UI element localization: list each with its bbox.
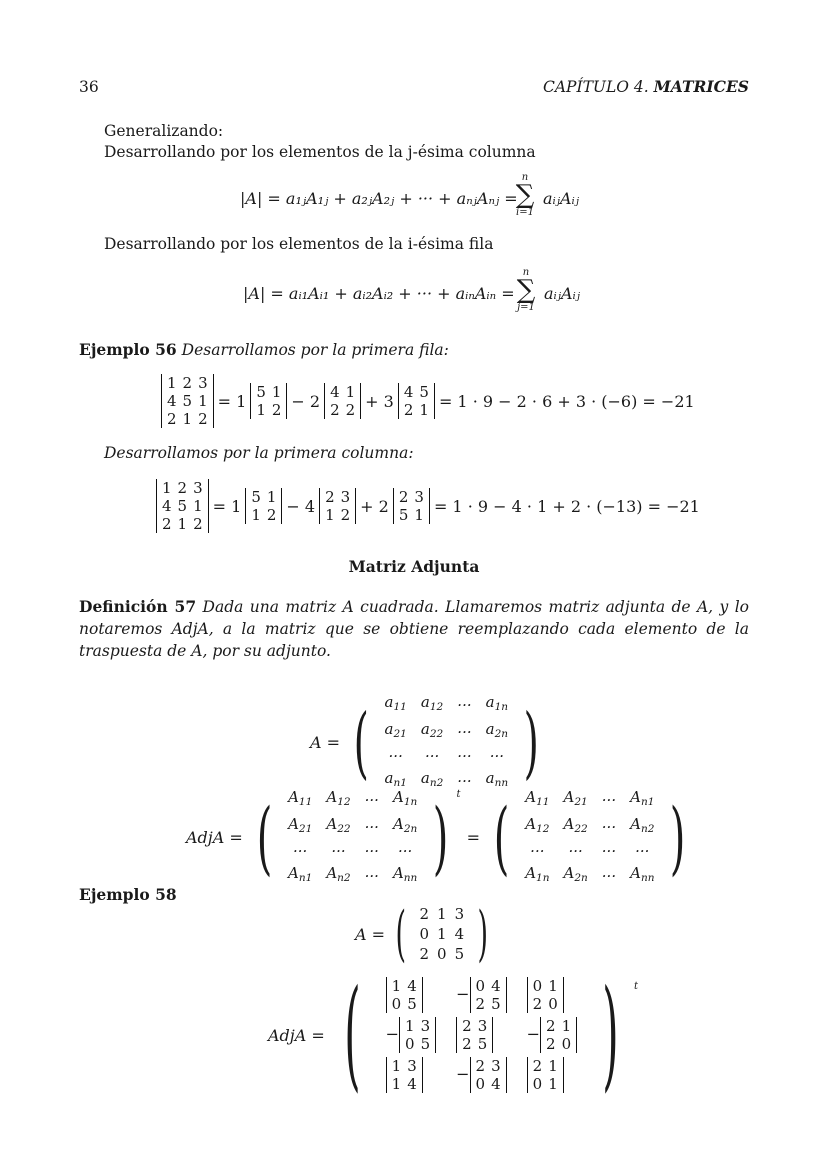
row-expansion-text: Desarrollando por los elementos de la i-ésima fila (104, 235, 494, 253)
example56-text2: Desarrollamos por la primera columna: (104, 444, 414, 462)
det-2x2: 4 5 2 1 (398, 383, 435, 419)
row-sum-bottom: j=1 (517, 302, 535, 313)
left-paren: ( (353, 697, 369, 788)
definition57-label: Definición 57 (79, 597, 197, 616)
running-header (543, 76, 749, 98)
definition57 (79, 596, 749, 662)
matrix-a-entries: 2 1 3 0 1 4 2 0 5 (419, 905, 465, 963)
col-sum-term: aᵢⱼAᵢⱼ (543, 189, 579, 208)
right-paren: ) (523, 697, 539, 788)
col-sum-bottom: i=1 (516, 207, 534, 218)
det-2x2: 4 1 2 2 (324, 383, 361, 419)
col-sum (510, 172, 540, 218)
section-title: Matriz Adjunta (348, 557, 480, 576)
example56-text: Desarrollamos por la primera fila: (181, 341, 449, 359)
det-2x2: 2 3 5 1 (393, 488, 430, 524)
chapter-title: MATRICES (653, 77, 749, 96)
row-formula: |A| = aᵢ₁Aᵢ₁ + aᵢ₂Aᵢ₂ + ··· + aᵢₙAᵢₙ = (243, 284, 515, 303)
definition57-text: Dada una matriz A cuadrada. Llamaremos matriz adjunta de A, y lo notaremos AdjA, a la matriz que se obtiene reemplazando cada elemento de la traspuesta de A, por su adjunto. (79, 598, 749, 660)
col-formula: |A| = a₁ⱼA₁ⱼ + a₂ⱼA₂ⱼ + ··· + aₙⱼAₙⱼ = (240, 189, 518, 208)
det-row-expansion: 1 2 3 4 5 1 2 1 2 = 1 5 1 1 2 − 2 4 1 2 2 + 3 4 5 2 1 = 1 · 9 − 2 · 6 + 3 · (−6) = −21 (161, 374, 695, 428)
det-3x3: 1 2 3 4 5 1 2 1 2 (161, 374, 214, 428)
det-2x2: 5 1 1 2 (250, 383, 287, 419)
example56-heading (79, 339, 449, 361)
matrix-a-example: A = ( 2 1 3 0 1 4 2 0 5 ) (355, 899, 489, 969)
result-row: = 1 · 9 − 2 · 6 + 3 · (−6) = −21 (438, 391, 695, 411)
generalizando-text: Generalizando: (104, 122, 224, 140)
general-matrix-a: A = ( $a_{11}$ $a_{12}$ ··· $a_{1n}$ $a_{21}$ $a_{22}$ ··· $a_{2n}$ ··· ··· ··· ··· $a_{n1}$ $a_{n2}$ ··· $a_{nn}$ ) (310, 690, 547, 795)
chapter-prefix: CAPÍTULO 4. (542, 78, 649, 96)
transposed-cofactor-matrix: $A_{11}$ $A_{21}$ ··· $A_{n1}$ $A_{12}$ $A_{22}$ ··· $A_{n2}$ ··· ··· ··· ··· $A_{1n}$ $A_{2n}$ ··· $A_{nn}$ (525, 788, 655, 885)
col-sum-top: n (521, 172, 529, 183)
det-2x2: 2 3 1 2 (319, 488, 356, 524)
example58-label: Ejemplo 58 (79, 885, 177, 904)
page-number: 36 (79, 78, 99, 96)
det-col-expansion: 1 2 3 4 5 1 2 1 2 = 1 5 1 1 2 − 4 2 3 1 2 + 2 2 3 5 1 = 1 · 9 − 4 · 1 + 2 · (−13) = −21 (156, 479, 700, 533)
adj-general: AdjA = ( $A_{11}$ $A_{12}$ ··· $A_{1n}$ $A_{21}$ $A_{22}$ ··· $A_{2n}$ ··· ··· ··· ··· $A_{n1}$ $A_{n2}$ ··· $A_{nn}$ ) t = ( $A_{11}$ $A_{21}$ ··· $A_{n1}$ $A_{12}$ $A_{22}$ ··· $A_{n2}$ ··· ··· ··· ··· $A_{1n}$ $A_{2n}$ ··· $A_{nn}$ ) (186, 785, 694, 890)
sigma-icon: ∑ (515, 180, 535, 210)
col-expansion-text: Desarrollando por los elementos de la j-ésima columna (104, 143, 536, 161)
adj-minors: 1 4 0 5 − 0 4 2 5 0 1 2 0 − 1 3 0 5 2 3 2 5 − 2 1 2 0 1 3 1 4 − 2 3 0 4 2 1 0 1 (376, 975, 588, 1095)
det-3x3: 1 2 3 4 5 1 2 1 2 (156, 479, 209, 533)
example56-label: Ejemplo 56 (79, 340, 177, 359)
sigma-icon: ∑ (516, 275, 536, 305)
det-2x2: 5 1 1 2 (245, 488, 282, 524)
row-sum-term: aᵢⱼAᵢⱼ (544, 284, 580, 303)
row-sum (511, 267, 541, 313)
result-col: = 1 · 9 − 4 · 1 + 2 · (−13) = −21 (433, 496, 700, 516)
cofactor-matrix: $A_{11}$ $A_{12}$ ··· $A_{1n}$ $A_{21}$ $A_{22}$ ··· $A_{2n}$ ··· ··· ··· ··· $A_{n1}$ $A_{n2}$ ··· $A_{nn}$ (288, 788, 418, 885)
matrix-entries: $a_{11}$ $a_{12}$ ··· $a_{1n}$ $a_{21}$ $a_{22}$ ··· $a_{2n}$ ··· ··· ··· ··· $a_{n1}$ $a_{n2}$ ··· $a_{nn}$ (384, 693, 509, 790)
row-sum-top: n (522, 267, 530, 278)
adj-example: AdjA = ( 1 4 0 5 − 0 4 2 5 0 1 2 0 − 1 3 0 5 2 3 2 5 − 2 1 2 0 1 3 1 4 − 2 3 0 4 2 1 0 1 ) t (268, 965, 638, 1104)
